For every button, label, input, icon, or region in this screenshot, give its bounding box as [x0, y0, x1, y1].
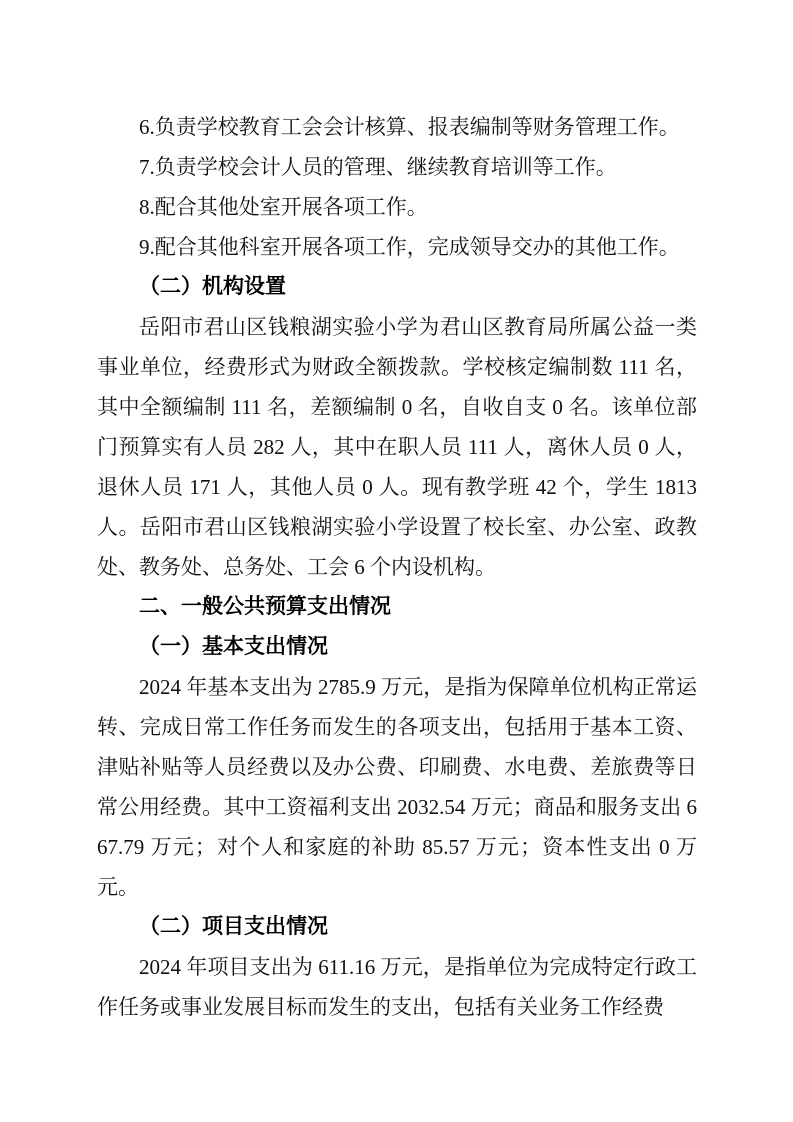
doc-heading-basic-expenditure: （一）基本支出情况 [139, 635, 328, 658]
doc-heading-project-expenditure: （二）项目支出情况 [139, 915, 328, 938]
doc-paragraph-duty-6: 6.负责学校教育工会会计核算、报表编制等财务管理工作。 [139, 115, 680, 139]
doc-paragraph-duty-9: 9.配合其他科室开展各项工作，完成领导交办的其他工作。 [139, 235, 680, 259]
doc-heading-general-budget-expenditure: 二、一般公共预算支出情况 [139, 595, 391, 618]
doc-paragraph-basic-expenditure: 2024 年基本支出为 2785.9 万元，是指为保障单位机构正常运转、完成日常工作任务而发生的各项支出，包括用于基本工资、津贴补贴等人员经费以及办公费、印刷费、水电费、差旅费等日常公用经费。其中工资福利支出 2032.54 万元；商品和服务支出 667.79 万元；对个人和家庭的补助 85.57 万元；资本性支出 0 万元。 [97, 675, 697, 899]
doc-heading-org-setup: （二）机构设置 [139, 275, 286, 298]
doc-paragraph-org-setup: 岳阳市君山区钱粮湖实验小学为君山区教育局所属公益一类事业单位，经费形式为财政全额拨款。学校核定编制数 111 名，其中全额编制 111 名，差额编制 0 名，自收自支 0 名。该单位部门预算实有人员 282 人，其中在职人员 111 人，离休人员 0 人，退休人员 171 人，其他人员 0 人。现有教学班 42 个，学生 1813 人。岳阳市君山区钱粮湖实验小学设置了校长室、办公室、政教处、教务处、总务处、工会 6 个内设机构。 [97, 315, 697, 579]
doc-paragraph-duty-7: 7.负责学校会计人员的管理、继续教育培训等工作。 [139, 155, 617, 179]
doc-paragraph-project-expenditure: 2024 年项目支出为 611.16 万元，是指单位为完成特定行政工作任务或事业发展目标而发生的支出，包括有关业务工作经费 [97, 955, 697, 1019]
doc-paragraph-duty-8: 8.配合其他处室开展各项工作。 [139, 195, 428, 219]
